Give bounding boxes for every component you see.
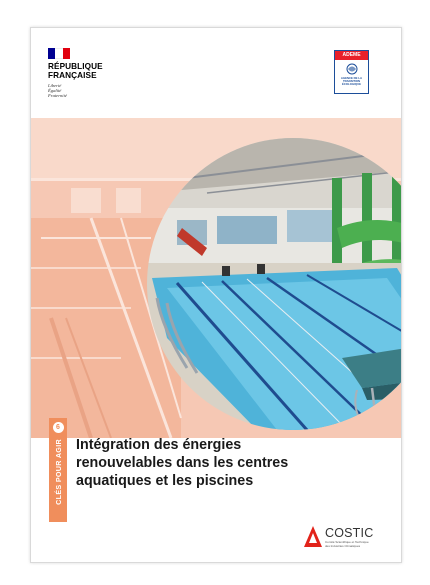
collection-number-badge: 6 — [53, 422, 64, 433]
ademe-logo — [334, 50, 369, 94]
republique-name-line1: RÉPUBLIQUE — [48, 62, 103, 71]
costic-emblem-icon — [303, 525, 323, 549]
costic-subtitle — [325, 541, 387, 548]
title-line-3: aquatiques et les piscines — [76, 473, 254, 489]
costic-name: COSTIC — [325, 526, 374, 540]
republique-name-line2: FRANÇAISE — [48, 70, 97, 80]
ademe-subtitle — [341, 77, 362, 87]
collection-tag — [49, 418, 67, 522]
costic-subtitle-line2: des Industries Climatiques — [325, 543, 361, 548]
ademe-subtitle-line3: ÉCOLOGIQUE — [342, 82, 361, 87]
republique-motto — [48, 83, 103, 98]
costic-subtitle-line1: Comité Scientifique et Technique — [325, 540, 369, 544]
republique-francaise-logo — [48, 48, 103, 98]
ademe-name: ADEME — [335, 51, 368, 60]
ademe-subtitle-line2: TRANSITION — [342, 79, 361, 84]
ademe-subtitle-line1: AGENCE DE LA — [340, 76, 363, 80]
document-title — [76, 436, 376, 490]
motto-egalite: Égalité — [48, 88, 62, 94]
motto-fraternite: Fraternité — [48, 93, 67, 99]
ademe-emblem-icon — [345, 63, 359, 75]
collection-label: CLÉS POUR AGIR — [53, 439, 63, 505]
hero-illustration — [31, 118, 401, 438]
motto-liberte: Liberté — [48, 83, 62, 89]
title-line-1: Intégration des énergies — [76, 437, 242, 453]
document-cover — [30, 27, 402, 563]
title-line-2: renouvelables dans les centres — [76, 455, 289, 471]
french-flag-icon — [48, 48, 70, 59]
costic-logo — [303, 525, 385, 551]
